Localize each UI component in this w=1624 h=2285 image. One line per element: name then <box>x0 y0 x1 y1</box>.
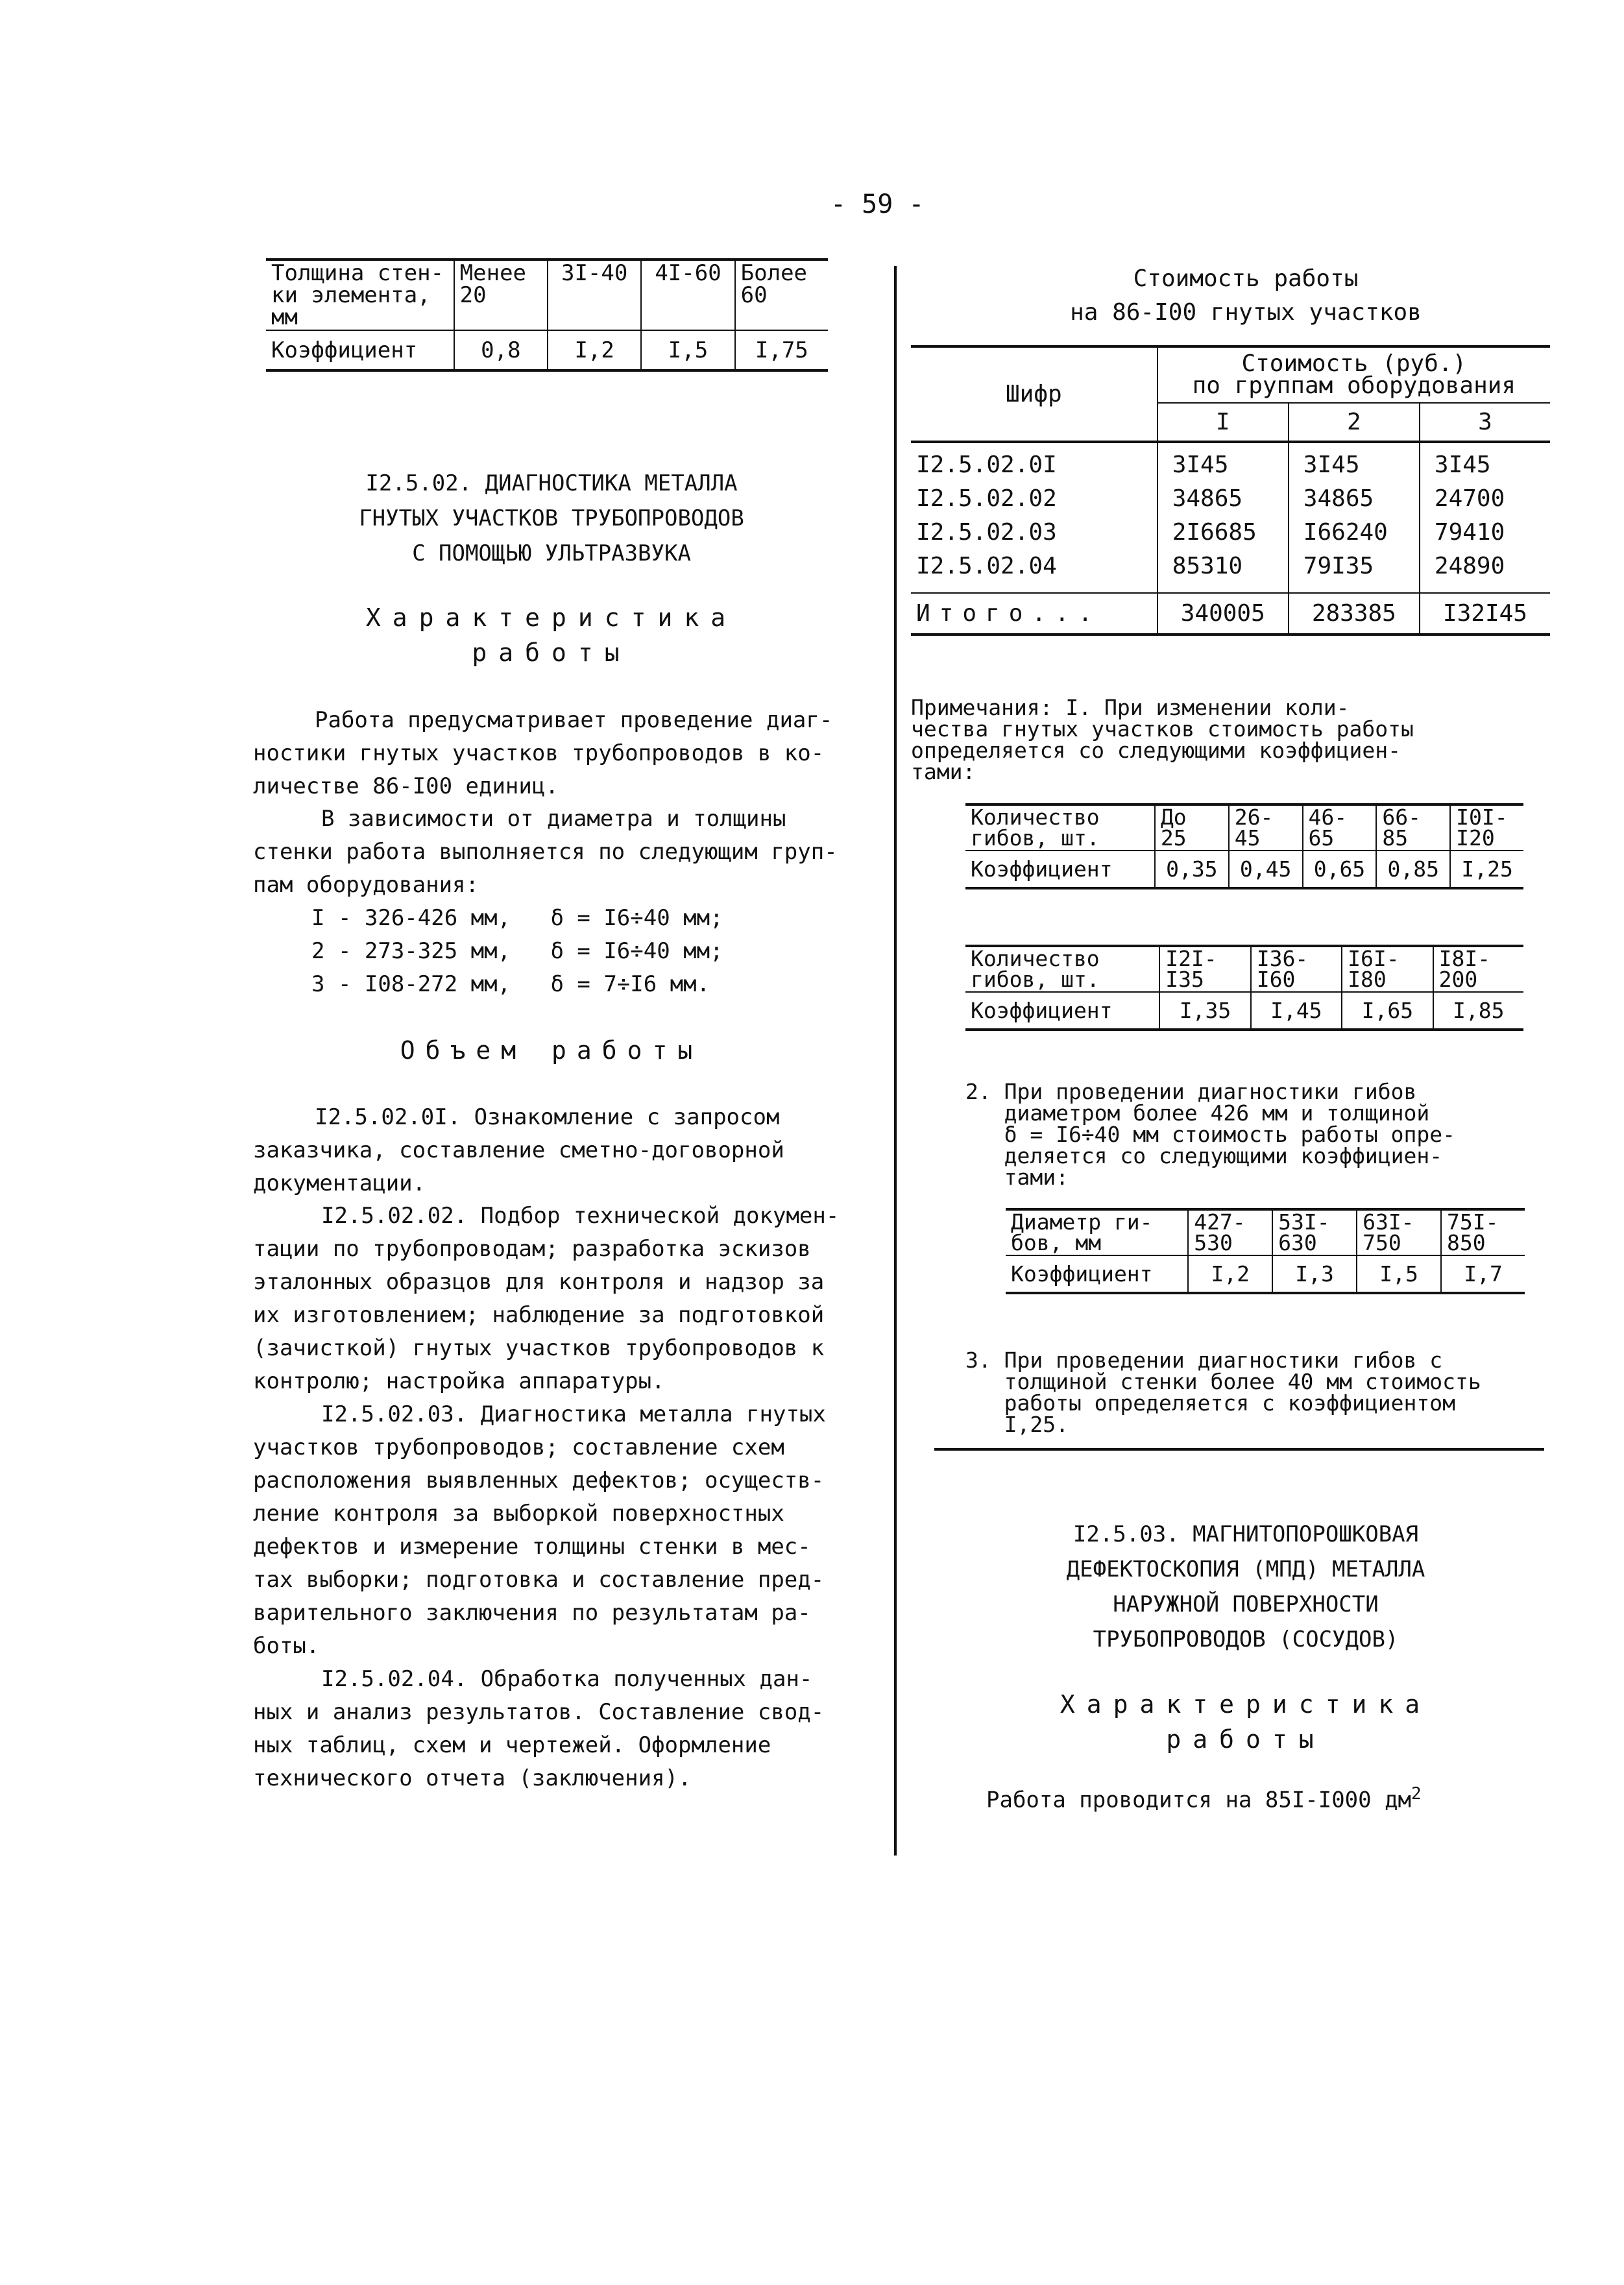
bends-coefficient-table-2 <box>965 945 1523 1031</box>
cost-groups-header: Стоимость (руб.) по группам оборудования <box>1157 346 1550 403</box>
thickness-col-4: Более 60 <box>735 260 828 330</box>
characteristic-heading-2: Характеристика работы <box>1060 1690 1432 1754</box>
thickness-col-1: Менее 20 <box>454 260 548 330</box>
bends-1-row1-label: Количество гибов, шт. <box>965 804 1155 851</box>
cost-row-code: I2.5.02.03 <box>916 519 1057 546</box>
cost-total-3: I32I45 <box>1420 593 1550 635</box>
bends-1-value-2: 0,45 <box>1229 851 1303 888</box>
bends-1-col-2: 26- 45 <box>1229 804 1303 851</box>
column-divider <box>894 266 897 1856</box>
characteristic-heading: Характеристика работы <box>365 603 738 667</box>
bends-2-col-1: I2I- I35 <box>1159 946 1250 992</box>
cost-row-code: I2.5.02.02 <box>916 485 1057 512</box>
cost-group-2-column <box>1289 442 1420 593</box>
thickness-value-2: I,2 <box>548 330 641 370</box>
bends-2-col-2: I36- I60 <box>1251 946 1342 992</box>
bends-2-col-3: I6I- I80 <box>1342 946 1433 992</box>
cost-total-label: Итого... <box>911 593 1157 635</box>
diameter-row1-label: Диаметр ги- бов, мм <box>1006 1209 1188 1255</box>
note-2: 2. При проведении диагностики гибов диаметром более 426 мм и толщиной δ = I6÷40 мм стоимость работы опре- деляется со следующими коэффициен- тами: <box>965 1079 1455 1190</box>
bends-2-col-4: I8I- 200 <box>1433 946 1523 992</box>
work-item-03: I2.5.02.03. Диагностика металла гнутых участков трубопроводов; составление схем расположения выявленных дефектов; осуществ- ление контроля за выборкой поверхностных дефектов и измерение толщины стенки в мес- тах выборки; подготовка и составление пред- варительного заключения по результатам ра- боты. <box>253 1401 826 1659</box>
volume-line <box>986 1778 1570 1817</box>
cost-value: 79410 <box>1434 519 1505 546</box>
intro-paragraph: Работа предусматривает проведение диаг- ностики гнутых участков трубопроводов в ко- личестве 86-I00 единиц. <box>253 707 833 799</box>
section-title-12-5-02: I2.5.02. ДИАГНОСТИКА МЕТАЛЛА ГНУТЫХ УЧАСТКОВ ТРУБОПРОВОДОВ С ПОМОЩЬЮ УЛЬТРАЗВУКА <box>359 470 744 566</box>
note-3: 3. При проведении диагностики гибов с толщиной стенки более 40 мм стоимость работы определяется с коэффициентом I,25. <box>965 1348 1481 1437</box>
equipment-group-2: 2 - 273-325 мм, δ = I6÷40 мм; <box>311 938 723 964</box>
cost-value: 3I45 <box>1434 452 1491 478</box>
cost-group-2-header: 2 <box>1289 403 1420 442</box>
bends-1-value-5: I,25 <box>1450 851 1523 888</box>
cost-value: 79I35 <box>1303 553 1374 579</box>
volume-line-text: Работа проводится на 85I-I000 дм <box>986 1787 1412 1813</box>
bends-2-row2-label: Коэффициент <box>965 992 1159 1030</box>
thickness-coefficient-table <box>266 258 828 372</box>
cost-value: 2I6685 <box>1172 519 1257 546</box>
cost-row-code: I2.5.02.0I <box>916 452 1057 478</box>
work-item-02: I2.5.02.02. Подбор технической докумен- тации по трубопроводам; разработка эскизов эталонных образцов для контроля и надзор за их изготовлением; наблюдение за подготовкой (зачисткой) гнутых участков трубопроводов к контролю; настройка аппаратуры. <box>253 1203 840 1394</box>
bends-2-value-1: I,35 <box>1159 992 1250 1030</box>
cost-value: I66240 <box>1303 519 1388 546</box>
bends-2-row1-label: Количество гибов, шт. <box>965 946 1159 992</box>
cost-total-2: 283385 <box>1289 593 1420 635</box>
diameter-value-1: I,2 <box>1188 1255 1272 1293</box>
cost-group-1-column <box>1157 442 1289 593</box>
cost-value: 34865 <box>1172 485 1243 512</box>
diameter-value-2: I,3 <box>1272 1255 1357 1293</box>
notes-divider <box>934 1448 1544 1451</box>
diameter-value-4: I,7 <box>1441 1255 1525 1293</box>
bends-1-col-1: До 25 <box>1155 804 1229 851</box>
diameter-row2-label: Коэффициент <box>1006 1255 1188 1293</box>
diameter-value-3: I,5 <box>1357 1255 1441 1293</box>
thickness-value-3: I,5 <box>641 330 734 370</box>
cost-table-title: Стоимость работы на 86-I00 гнутых участков <box>1070 265 1422 326</box>
work-item-01: I2.5.02.0I. Ознакомление с запросом заказчика, составление сметно-договорной документации. <box>253 1104 784 1196</box>
bends-coefficient-table-1 <box>965 803 1523 889</box>
bends-1-row2-label: Коэффициент <box>965 851 1155 888</box>
groups-paragraph: В зависимости от диаметра и толщины стенки работа выполняется по следующим груп- пам оборудования: <box>253 806 838 898</box>
diameter-col-4: 75I- 850 <box>1441 1209 1525 1255</box>
cost-value: 24700 <box>1434 485 1505 512</box>
cost-value: 3I45 <box>1303 452 1360 478</box>
cost-group-3-header: 3 <box>1420 403 1550 442</box>
thickness-row-label: Коэффициент <box>266 330 454 370</box>
cost-code-header: Шифр <box>911 346 1157 442</box>
diameter-col-2: 53I- 630 <box>1272 1209 1357 1255</box>
bends-1-col-5: I0I- I20 <box>1450 804 1523 851</box>
cost-value: 24890 <box>1434 553 1505 579</box>
bends-1-value-3: 0,65 <box>1303 851 1377 888</box>
work-item-04: I2.5.02.04. Обработка полученных дан- ных и анализ результатов. Составление свод- ных таблиц, схем и чертежей. Оформление технического отчета (заключения). <box>253 1666 825 1791</box>
bends-2-value-4: I,85 <box>1433 992 1523 1030</box>
cost-value: 34865 <box>1303 485 1374 512</box>
cost-group-1-header: I <box>1157 403 1289 442</box>
bends-2-value-3: I,65 <box>1342 992 1433 1030</box>
cost-group-3-column <box>1420 442 1550 593</box>
equipment-group-1: I - 326-426 мм, δ = I6÷40 мм; <box>311 905 723 931</box>
diameter-col-3: 63I- 750 <box>1357 1209 1441 1255</box>
diameter-col-1: 427- 530 <box>1188 1209 1272 1255</box>
cost-table <box>911 345 1550 636</box>
thickness-value-1: 0,8 <box>454 330 548 370</box>
bends-1-value-1: 0,35 <box>1155 851 1229 888</box>
cost-code-column <box>911 442 1157 593</box>
bends-1-col-4: 66- 85 <box>1376 804 1450 851</box>
section-title-12-5-03: I2.5.03. МАГНИТОПОРОШКОВАЯ ДЕФЕКТОСКОПИЯ (МПД) МЕТАЛЛА НАРУЖНОЙ ПОВЕРХНОСТИ ТРУБОПРОВОДОВ (СОСУДОВ) <box>1066 1521 1425 1652</box>
volume-line-superscript: 2 <box>1411 1784 1422 1804</box>
bends-2-value-2: I,45 <box>1251 992 1342 1030</box>
thickness-value-4: I,75 <box>735 330 828 370</box>
cost-value: 85310 <box>1172 553 1243 579</box>
cost-value: 3I45 <box>1172 452 1229 478</box>
cost-row-code: I2.5.02.04 <box>916 553 1057 579</box>
diameter-coefficient-table <box>1006 1208 1525 1294</box>
equipment-group-3: 3 - I08-272 мм, δ = 7÷I6 мм. <box>311 971 710 997</box>
thickness-col-3: 4I-60 <box>641 260 734 330</box>
cost-total-1: 340005 <box>1157 593 1289 635</box>
thickness-col-2: 3I-40 <box>548 260 641 330</box>
bends-1-value-4: 0,85 <box>1376 851 1450 888</box>
thickness-header-label: Толщина стен- ки элемента, мм <box>266 260 454 330</box>
volume-heading: Объем работы <box>400 1036 703 1065</box>
note-1: Примечания: I. При изменении коли- чества гнутых участков стоимость работы определяется со следующими коэффициен- тами: <box>911 695 1414 784</box>
page-number: - 59 - <box>830 189 925 219</box>
bends-1-col-3: 46- 65 <box>1303 804 1377 851</box>
